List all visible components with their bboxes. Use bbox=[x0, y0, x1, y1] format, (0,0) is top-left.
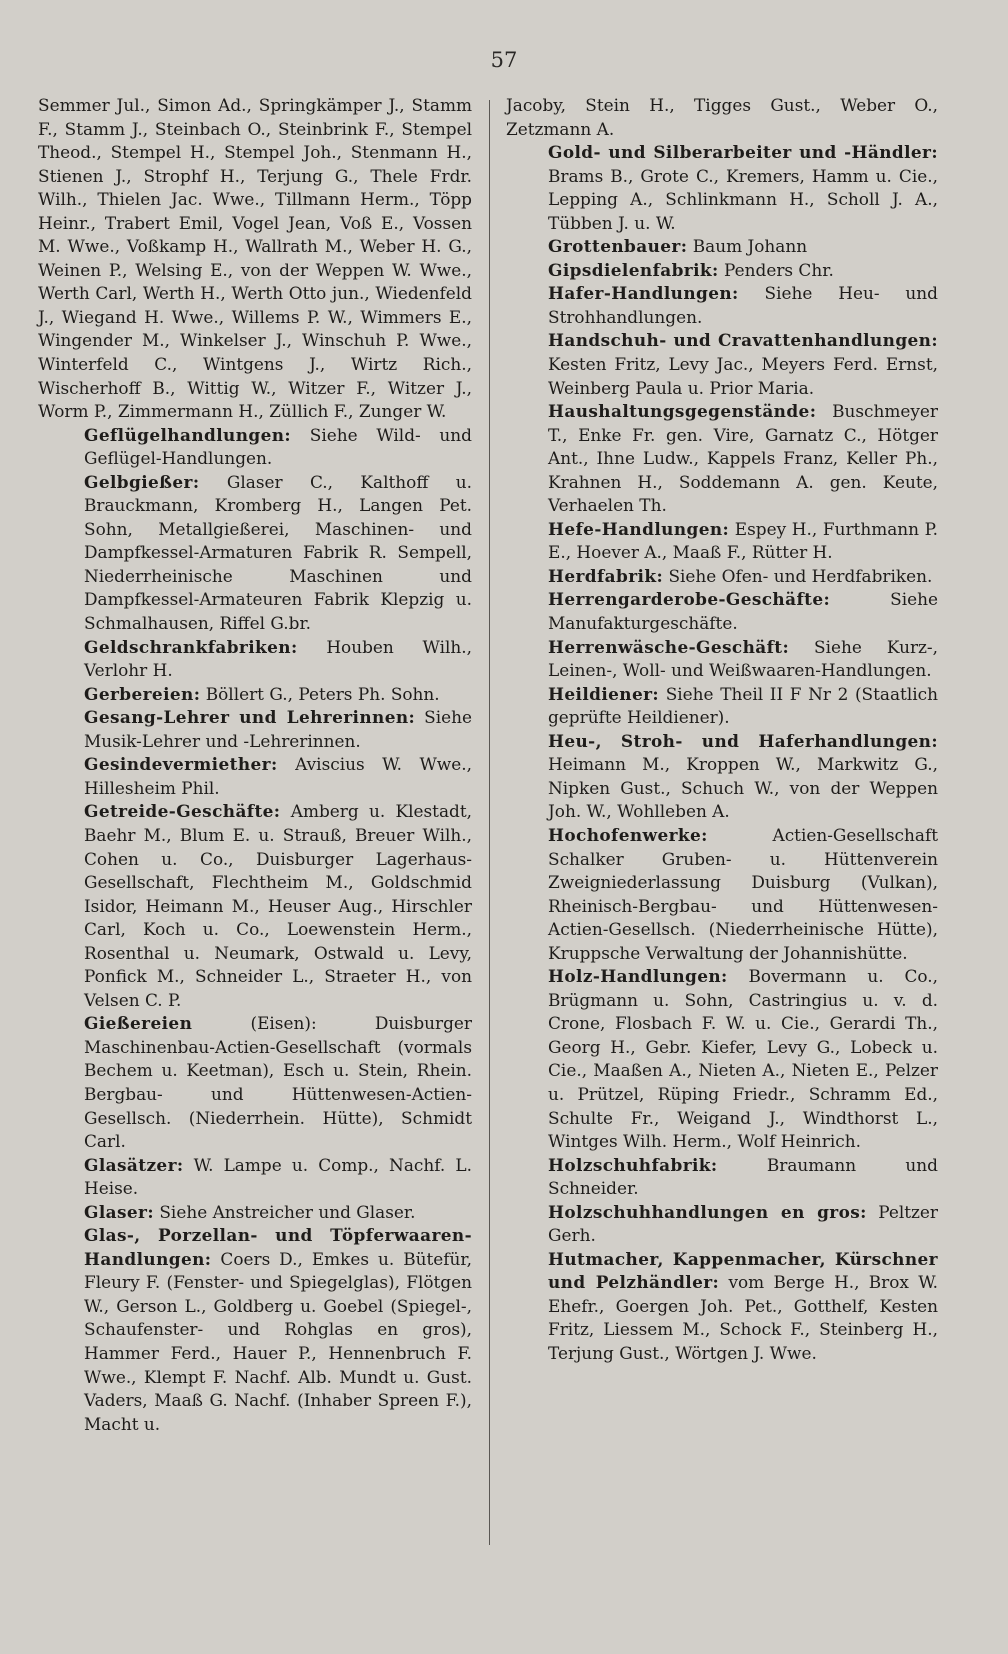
entry-text: Coers D., Emkes u. Bütefür, Fleury F. (Fenster- und Spiegelglas), Flötgen W., Gerson L., Goldberg u. Goebel (Spiegel-, Schaufenster- und Rohglas en gros), Hammer Ferd., Hauer P., Hennenbruch F. Wwe., Klempt F. Nachf. Alb. Mundt u. Gust. Vaders, Maaß G. Nachf. (Inhaber Spreen F.), Macht u. bbox=[84, 1248, 472, 1434]
list-item bbox=[38, 753, 472, 800]
entry-text: Siehe Musik-Lehrer und -Lehrerinnen. bbox=[84, 707, 472, 751]
entry-heading: Holz-Handlungen: bbox=[548, 966, 728, 987]
list-item bbox=[38, 683, 472, 707]
entry-text: Actien-Gesellschaft Schalker Gruben- u. Hüttenverein Zweigniederlassung Duisburg (Vulkan), Rheinisch-Bergbau- und Hüttenwesen-Actien-Gesellsch. (Niederrheinische Hütte), Kruppsche Verwaltung der Johannishütte. bbox=[548, 824, 938, 963]
entry-text: vom Berge H., Brox W. Ehefr., Goergen Joh. Pet., Gotthelf, Kesten Fritz, Liessem M., Schock F., Steinberg H., Terjung Gust., Wörtgen J. Wwe. bbox=[548, 1272, 938, 1363]
entry-text: Braumann und Schneider. bbox=[548, 1154, 938, 1199]
entry-heading: Glas-, Porzellan- und Töpferwaaren-Handlungen: bbox=[84, 1225, 472, 1269]
list-item bbox=[38, 1201, 472, 1225]
list-item bbox=[506, 565, 938, 589]
page-number: 57 bbox=[490, 48, 518, 72]
list-item: Semmer Jul., Simon Ad., Springkämper J., Stamm F., Stamm J., Steinbach O., Steinbrink F., Stempel Theod., Stempel H., Stempel Joh., Stenmann H., Stienen J., Strophf H., Terjung G., Thele Frdr. Wilh., Thielen Jac. Wwe., Tillmann Herm., Töpp Heinr., Trabert Emil, Vogel Jean, Voß E., Vossen M. Wwe., Voßkamp H., Wallrath M., Weber H. G., Weinen P., Welsing E., von der Weppen W. Wwe., Werth Carl, Werth H., Werth Otto jun., Wiedenfeld J., Wiegand H. Wwe., Willems P. W., Wimmers E., Wingender M., Winkelser J., Winschuh P. Wwe., Winterfeld C., Wintgens J., Wirtz Rich., Wischerhoff B., Wittig W., Witzer F., Witzer J., Worm P., Zimmermann H., Züllich F., Zunger W. bbox=[38, 95, 472, 422]
entry-text: Espey H., Furthmann P. E., Hoever A., Maaß F., Rütter H. bbox=[548, 518, 938, 563]
list-item bbox=[506, 282, 938, 329]
entry-heading: Glaser: bbox=[84, 1201, 154, 1222]
entry-heading: Haushaltungsgegenstände: bbox=[548, 401, 817, 422]
entry-heading: Heildiener: bbox=[548, 683, 660, 704]
list-item bbox=[506, 730, 938, 824]
entry-heading: Gipsdielenfabrik: bbox=[548, 259, 719, 280]
list-item bbox=[506, 824, 938, 965]
entry-text: Houben Wilh., Verlohr H. bbox=[84, 636, 472, 681]
entry-text: Brams B., Grote C., Kremers, Hamm u. Cie., Lepping A., Schlinkmann H., Scholl J. A., Tübben J. u. W. bbox=[548, 165, 938, 233]
entry-heading: Gold- und Silberarbeiter und -Händler: bbox=[548, 142, 938, 163]
left-column bbox=[38, 94, 472, 1436]
list-item bbox=[506, 965, 938, 1153]
list-item bbox=[38, 800, 472, 1012]
entry-text: Siehe Heu- und Strohhandlungen. bbox=[548, 283, 938, 327]
entry-heading: Hefe-Handlungen: bbox=[548, 518, 730, 539]
entry-heading: Hafer-Handlungen: bbox=[548, 283, 739, 304]
right-column bbox=[506, 94, 938, 1366]
entry-text: Siehe Kurz-, Leinen-, Woll- und Weißwaaren-Handlungen. bbox=[548, 636, 938, 681]
list-item bbox=[506, 518, 938, 565]
entry-text: Siehe Manufakturgeschäfte. bbox=[548, 589, 938, 634]
entry-heading: Hochofenwerke: bbox=[548, 824, 708, 845]
entry-heading: Gerbereien: bbox=[84, 683, 201, 704]
entry-heading: Herrengarderobe-Geschäfte: bbox=[548, 589, 831, 610]
entry-text: Glaser C., Kalthoff u. Brauckmann, Kromberg H., Langen Pet. Sohn, Metallgießerei, Maschinen- und Dampfkessel-Armaturen Fabrik R. Sempell, Niederrheinische Maschinen und Dampfkessel-Armateuren Fabrik Klepzig u. Schmalhausen, Riffel G.br. bbox=[84, 471, 472, 634]
list-item bbox=[506, 235, 938, 259]
list-item bbox=[506, 329, 938, 400]
entry-heading: Holzschuhhandlungen en gros: bbox=[548, 1201, 867, 1222]
entry-text: Böllert G., Peters Ph. Sohn. bbox=[200, 683, 440, 704]
list-item bbox=[506, 1201, 938, 1248]
list-item bbox=[506, 588, 938, 635]
entry-text: Siehe Wild- und Geflügel-Handlungen. bbox=[84, 424, 472, 469]
entry-text: Kesten Fritz, Levy Jac., Meyers Ferd. Ernst, Weinberg Paula u. Prior Maria. bbox=[548, 354, 938, 398]
entry-heading: Geldschrankfabriken: bbox=[84, 636, 298, 657]
entry-text: Peltzer Gerh. bbox=[548, 1201, 938, 1246]
entry-heading: Gießereien bbox=[84, 1013, 193, 1034]
entry-heading: Heu-, Stroh- und Haferhandlungen: bbox=[548, 730, 938, 751]
list-item bbox=[38, 424, 472, 471]
entry-heading: Gelbgießer: bbox=[84, 471, 200, 492]
list-item bbox=[38, 636, 472, 683]
entry-heading: Herdfabrik: bbox=[548, 565, 664, 586]
entry-heading: Holzschuhfabrik: bbox=[548, 1154, 718, 1175]
entry-text: Buschmeyer T., Enke Fr. gen. Vire, Garnatz C., Hötger Ant., Ihne Ludw., Kappels Franz, Keller Ph., Krahnen H., Soddemann A. gen. Keute, Verhaelen Th. bbox=[548, 401, 938, 516]
list-item bbox=[38, 1012, 472, 1153]
entry-text: Penders Chr. bbox=[718, 259, 834, 280]
list-item bbox=[38, 1154, 472, 1201]
list-item bbox=[38, 706, 472, 753]
entry-heading: Getreide-Geschäfte: bbox=[84, 801, 281, 822]
list-item bbox=[506, 141, 938, 235]
entry-text: Aviscius W. Wwe., Hillesheim Phil. bbox=[84, 754, 472, 798]
entry-text: Siehe Theil II F Nr 2 (Staatlich geprüfte Heildiener). bbox=[548, 683, 938, 728]
entry-heading: Gesang-Lehrer und Lehrerinnen: bbox=[84, 707, 416, 728]
entry-heading: Herrenwäsche-Geschäft: bbox=[548, 636, 790, 657]
column-divider bbox=[489, 100, 490, 1545]
list-item bbox=[506, 636, 938, 683]
list-item bbox=[38, 471, 472, 636]
entry-heading: Glasätzer: bbox=[84, 1154, 184, 1175]
list-item: Jacoby, Stein H., Tigges Gust., Weber O., Zetzmann A. bbox=[506, 95, 938, 139]
entry-heading: Hutmacher, Kappenmacher, Kürschner und Pelzhändler: bbox=[548, 1248, 938, 1293]
list-item bbox=[506, 1248, 938, 1366]
list-item bbox=[38, 1224, 472, 1436]
entry-text: Baum Johann bbox=[687, 236, 808, 257]
entry-text: Amberg u. Klestadt, Baehr M., Blum E. u. Strauß, Breuer Wilh., Cohen u. Co., Duisburger Lagerhaus-Gesellschaft, Flechtheim M., Goldschmid Isidor, Heimann M., Heuser Aug., Hirschler Carl, Koch u. Co., Loewenstein Herm., Rosenthal u. Neumark, Ostwald u. Levy, Ponfick M., Schneider L., Straeter H., von Velsen C. P. bbox=[84, 801, 472, 1010]
entry-heading: Grottenbauer: bbox=[548, 236, 688, 257]
entry-text: Heimann M., Kroppen W., Markwitz G., Nipken Gust., Schuch W., von der Weppen Joh. W., Wohlleben A. bbox=[548, 754, 938, 822]
entry-text: W. Lampe u. Comp., Nachf. L. Heise. bbox=[84, 1154, 472, 1199]
entry-text: Siehe Anstreicher und Glaser. bbox=[153, 1201, 416, 1222]
list-item bbox=[506, 1154, 938, 1201]
entry-text: Siehe Ofen- und Herdfabriken. bbox=[663, 565, 933, 586]
list-item bbox=[506, 259, 938, 283]
entry-text: (Eisen): Duisburger Maschinenbau-Actien-Gesellschaft (vormals Bechem u. Keetman), Esch u. Stein, Rhein. Bergbau- und Hüttenwesen-Actien-Gesellsch. (Niederrhein. Hütte), Schmidt Carl. bbox=[84, 1013, 472, 1152]
entry-heading: Handschuh- und Cravattenhandlungen: bbox=[548, 330, 938, 351]
entry-text: Bovermann u. Co., Brügmann u. Sohn, Castringius u. v. d. Crone, Flosbach F. W. u. Cie., Gerardi Th., Georg H., Gebr. Kiefer, Levy G., Lobeck u. Cie., Maaßen A., Nieten A., Nieten E., Pelzer u. Prützel, Rüping Friedr., Schramm Ed., Schulte Fr., Weigand J., Windthorst L., Wintges Wilh. Herm., Wolf Heinrich. bbox=[548, 966, 938, 1152]
list-item bbox=[506, 683, 938, 730]
entry-heading: Gesindevermiether: bbox=[84, 754, 278, 775]
entry-heading: Geflügelhandlungen: bbox=[84, 424, 292, 445]
list-item bbox=[506, 400, 938, 518]
